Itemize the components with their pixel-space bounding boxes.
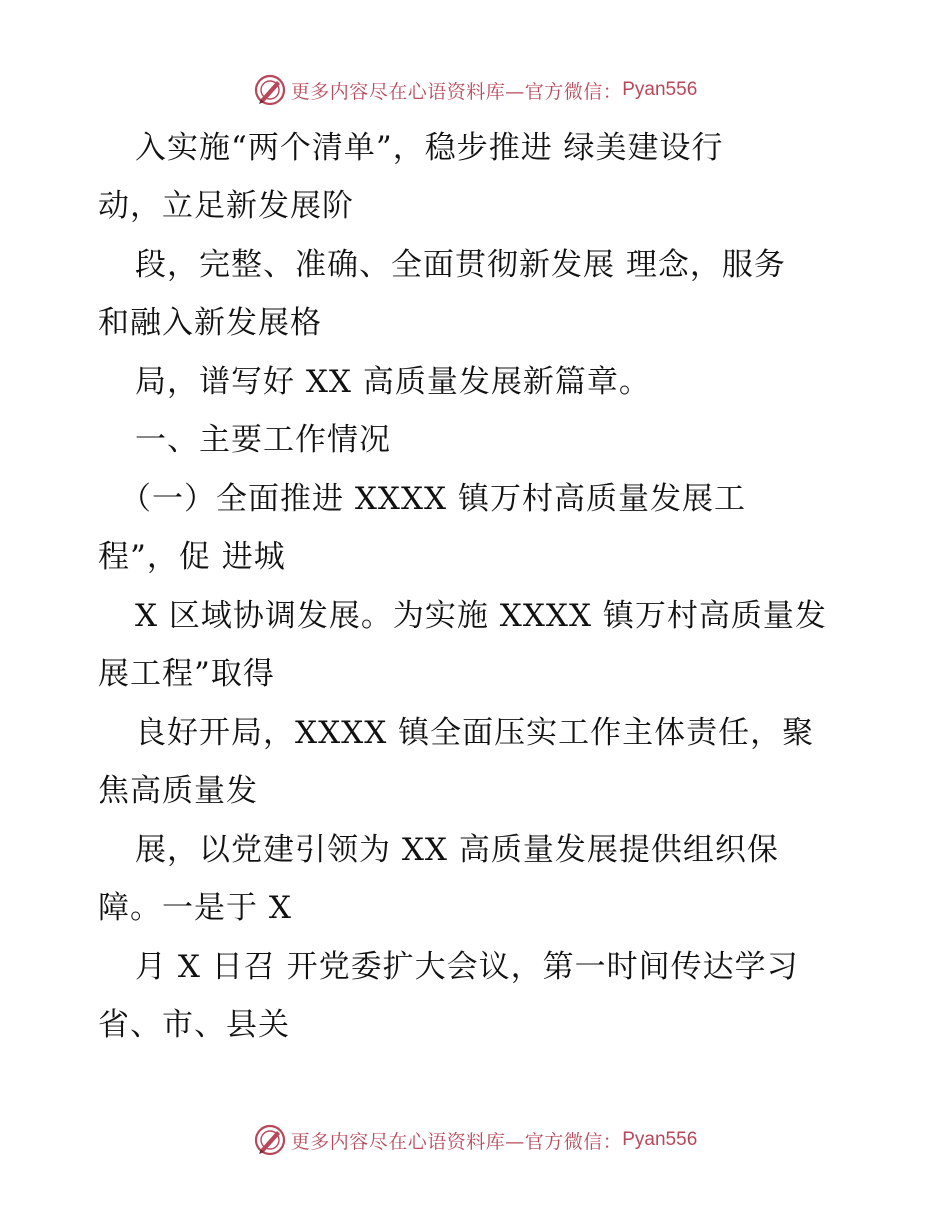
body-line: 焦高质量发 bbox=[98, 773, 258, 809]
body-line: 良好开局，XXXX 镇全面压实工作主体责任，聚 bbox=[135, 715, 815, 751]
body-line: 展工程”取得 bbox=[98, 656, 275, 692]
banner-wechat-id: Pyan556 bbox=[622, 79, 698, 100]
footer-banner bbox=[0, 1120, 950, 1160]
body-line: 局，谱写好 XX 高质量发展新篇章。 bbox=[135, 364, 651, 400]
pen-logo-icon bbox=[253, 1123, 287, 1157]
subsection-heading: （一）全面推进 XXXX 镇万村高质量发展工 bbox=[120, 481, 746, 517]
body-line: 月 X 日召 开党委扩大会议，第一时间传达学习 bbox=[135, 949, 799, 985]
body-line: 入实施“两个清单”，稳步推进 绿美建设行 bbox=[135, 130, 724, 166]
banner-text: 更多内容尽在心语资料库—官方微信： bbox=[290, 80, 623, 103]
body-line: X 区域协调发展。为实施 XXXX 镇万村高质量发 bbox=[135, 598, 827, 634]
section-heading: 一、主要工作情况 bbox=[135, 422, 391, 458]
body-line: 省、市、县关 bbox=[98, 1007, 290, 1043]
header-banner bbox=[0, 70, 950, 110]
body-line: 动，立足新发展阶 bbox=[98, 188, 354, 224]
body-line: 程”，促 进城 bbox=[98, 539, 286, 575]
body-line: 段，完整、准确、全面贯彻新发展 理念，服务 bbox=[135, 247, 786, 283]
body-line: 展，以党建引领为 XX 高质量发展提供组织保 bbox=[135, 832, 779, 868]
body-line: 和融入新发展格 bbox=[98, 305, 322, 341]
banner-wechat-id: Pyan556 bbox=[622, 1129, 698, 1150]
pen-logo-icon bbox=[253, 73, 287, 107]
body-line: 障。一是于 X bbox=[98, 890, 292, 926]
banner-text: 更多内容尽在心语资料库—官方微信： bbox=[290, 1130, 623, 1153]
